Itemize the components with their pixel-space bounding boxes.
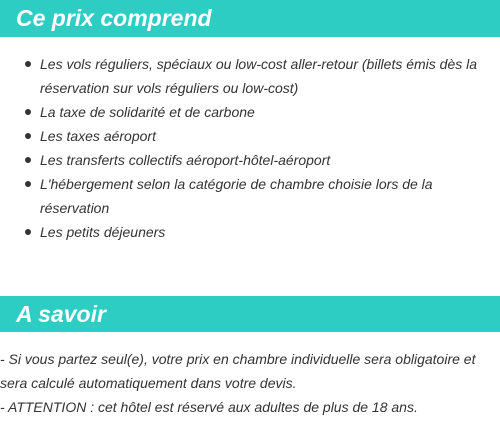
list-item — [0, 100, 500, 124]
note-text: - Si vous partez seul(e), votre prix en chambre individuelle sera obligatoire et sera calculé automatiquement dans votre devis. — [0, 351, 476, 391]
note-text: - ATTENTION : cet hôtel est réservé aux adultes de plus de 18 ans. — [0, 399, 418, 415]
bullet-icon — [25, 133, 31, 139]
included-section-title: Ce prix comprend — [16, 5, 212, 31]
list-item-text: Les vols réguliers, spéciaux ou low-cost aller-retour (billets émis dès la réservation sur vols réguliers ou low-cost) — [40, 56, 478, 96]
list-item — [0, 148, 500, 172]
list-item-text: Les transferts collectifs aéroport-hôtel-aéroport — [40, 152, 331, 168]
list-item-text: Les petits déjeuners — [40, 224, 166, 240]
bullet-icon — [25, 109, 31, 115]
list-item — [0, 220, 500, 244]
list-item — [0, 172, 500, 220]
bullet-icon — [25, 181, 31, 187]
info-section-header — [0, 296, 500, 332]
list-item-text: L'hébergement selon la catégorie de chambre choisie lors de la réservation — [40, 176, 433, 216]
info-notes — [0, 347, 492, 419]
included-items-list — [0, 52, 500, 244]
list-item — [0, 124, 500, 148]
list-item-text: Les taxes aéroport — [40, 128, 156, 144]
bullet-icon — [25, 157, 31, 163]
included-section-header — [0, 0, 500, 37]
bullet-icon — [25, 61, 31, 67]
list-item-text: La taxe de solidarité et de carbone — [40, 104, 255, 120]
bullet-icon — [25, 229, 31, 235]
info-section-title: A savoir — [16, 300, 106, 327]
list-item — [0, 52, 500, 100]
